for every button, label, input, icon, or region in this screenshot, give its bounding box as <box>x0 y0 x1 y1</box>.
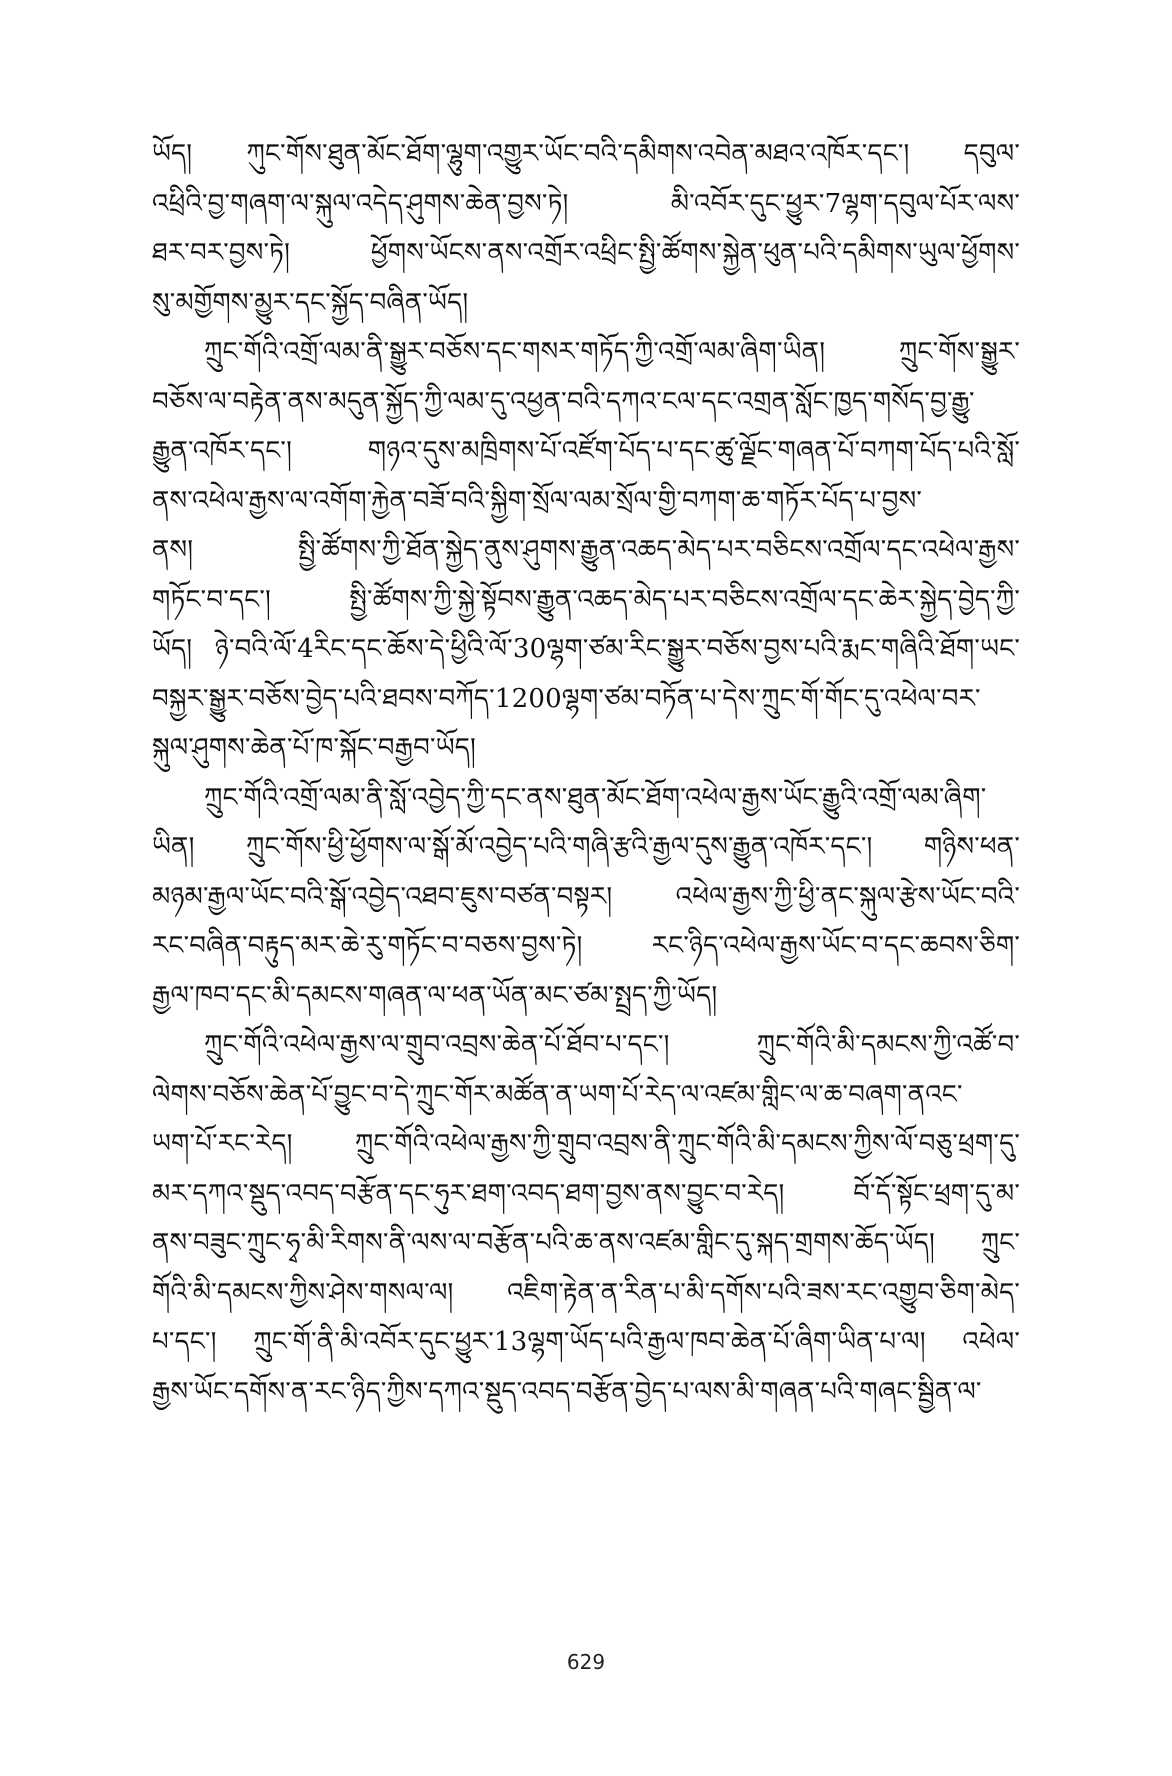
text-line: མཉམ་རྒྱལ་ཡོང་བའི་སྒོ་འབྱེད་འཐབ་ཇུས་བཙན་བསྟར། འཕེལ་རྒྱས་ཀྱི་ཕྱི་ནང་སྐུལ་རྩེས་ཡོང་བའི་ <box>152 881 1020 912</box>
text-line: ཡོད། ཀུང་གོས་ཐུན་མོང་ཐོག་ལྷུག་འགྱུར་ཡོང་བའི་དམིགས་འབེན་མཐའ་འཁོར་དང་། དབུལ་ <box>152 139 1020 169</box>
page-number: 629 <box>566 1650 606 1674</box>
text-line: ནས། སྤྱི་ཚོགས་ཀྱི་ཐོན་སྐྱེད་ནུས་ཤུགས་རྒྱུན་འཆད་མེད་པར་བཅིངས་འགྲོལ་དང་འཕེལ་རྒྱས་ <box>152 535 1020 565</box>
text-line: ཡོད། ཉེ་བའི་ལོ་4རིང་དང་ཆོས་དེ་ཕྱིའི་ལོ་30ལྷག་ཙམ་རིང་སྒྱུར་བཅོས་བྱས་པའི་རྨང་གཞིའི་ཐོག་ཡང་ <box>152 634 1020 664</box>
text-line: ལེགས་བཅོས་ཆེན་པོ་བྱུང་བ་དེ་ཀྲུང་གོར་མཚོན་ན་ཡག་པོ་རེད་ལ་འཛམ་གླིང་ལ་ཆ་བཞག་ནའང་ <box>152 1079 963 1110</box>
text-line: རང་བཞིན་བརྟུད་མར་ཆེ་རུ་གཏོང་བ་བཅས་བྱས་ཏེ། རང་ཉིད་འཕེལ་རྒྱས་ཡོང་བ་དང་ཆབས་ཅིག་ <box>152 931 1020 961</box>
text-line: པ་དང་། ཀྲུང་གོ་ནི་མི་འབོར་དུང་ཕྱུར་13ལྷག་ཡོད་པའི་རྒྱལ་ཁབ་ཆེན་པོ་ཞིག་ཡིན་པ་ལ། འཕེལ་ <box>152 1327 1020 1357</box>
text-line: ཀྲུང་གོའི་འགྲོ་ལམ་ནི་སྒྱུར་བཅོས་དང་གསར་གཏོད་ཀྱི་འགྲོ་ལམ་ཞིག་ཡིན། ཀྲུང་གོས་སྒྱུར་ <box>204 337 1020 367</box>
text-line: བསྐྱར་སྒྱུར་བཅོས་བྱེད་པའི་ཐབས་བཀོད་1200ལྷག་ཙམ་བཏོན་པ་དེས་ཀྲུང་གོ་གོང་དུ་འཕེལ་བར་ <box>152 683 981 714</box>
text-line: རྒྱུན་འཁོར་དང་། གཉའ་དུས་མཁྲིགས་པོ་འཛོག་པོད་པ་དང་ཚུ་ལྗོང་གཞན་པོ་བཀག་པོད་པའི་སློ་ <box>152 436 1020 466</box>
text-line: ཡིན། ཀྲུང་གོས་ཕྱི་ཕྱོགས་ལ་སྒོ་མོ་འབྱེད་པའི་གཞི་རྩའི་རྒྱལ་དུས་རྒྱུན་འཁོར་དང་། གཉིས་ཕན་ <box>152 832 1020 862</box>
text-line: སྐུལ་ཤུགས་ཆེན་པོ་ཁ་སྐོང་བརྒྱབ་ཡོད། <box>152 733 476 763</box>
text-line: སུ་མགྱོགས་མྱུར་དང་སྐྱོད་བཞིན་ཡོད། <box>152 287 469 318</box>
text-line: གོའི་མི་དམངས་ཀྱིས་ཤེས་གསལ་ལ། འཇིག་རྟེན་ན་རིན་པ་མི་དགོས་པའི་ཟས་རང་འགྱུབ་ཅིག་མེད་ <box>152 1277 1020 1308</box>
body-text <box>152 130 1020 1417</box>
text-line: ཀྲུང་གོའི་འགྲོ་ལམ་ནི་སློ་འབྱེད་ཀྱི་དང་ནས་ཐུན་མོང་ཐོག་འཕེལ་རྒྱས་ཡོང་རྒྱུའི་འགྲོ་ལམ་ཞིག་ <box>204 782 987 813</box>
text-line: ཀྲུང་གོའི་འཕེལ་རྒྱས་ལ་གྲུབ་འབྲས་ཆེན་པོ་ཐོབ་པ་དང་། ཀྲུང་གོའི་མི་དམངས་ཀྱི་འཚོ་བ་ <box>204 1030 1020 1060</box>
text-line: རྒྱལ་ཁབ་དང་མི་དམངས་གཞན་ལ་ཕན་ཡོན་མང་ཙམ་སྤྲད་ཀྱི་ཡོད། <box>152 980 718 1011</box>
text-line: ནས་བཟུང་ཀྲུང་ཧྭ་མི་རིགས་ནི་ལས་ལ་བརྩོན་པའི་ཆ་ནས་འཛམ་གླིང་དུ་སྐད་གྲགས་ཆོད་ཡོད། ཀྲུང་ <box>152 1228 1020 1258</box>
text-line: རྒྱས་ཡོང་དགོས་ན་རང་ཉིད་ཀྱིས་དཀའ་སྡུད་འབད་བརྩོན་བྱེད་པ་ལས་མི་གཞན་པའི་གཞང་སྦྱིན་ལ་ <box>152 1376 982 1407</box>
text-line: འཕྲིའི་བྱ་གཞག་ལ་སྐུལ་འདེད་ཤུགས་ཆེན་བྱས་ཏེ། མི་འབོར་དུང་ཕྱུར་7ལྷག་དབུལ་པོར་ལས་ <box>152 188 1020 219</box>
text-line: ཡག་པོ་རང་རེད། ཀྲུང་གོའི་འཕེལ་རྒྱས་ཀྱི་གྲུབ་འབྲས་ནི་ཀྲུང་གོའི་མི་དམངས་ཀྱིས་ལོ་བཅུ་ཕྲག་དུ་ <box>152 1129 1020 1159</box>
text-line: གཏོང་བ་དང་། སྤྱི་ཚོགས་ཀྱི་སྐྱེ་སྟོབས་རྒྱུན་འཆད་མེད་པར་བཅིངས་འགྲོལ་དང་ཆེར་སྐྱེད་བྱེད་ཀྱི་ <box>152 584 1020 615</box>
text-line: བཅོས་ལ་བརྟེན་ནས་མདུན་སྐྱོད་ཀྱི་ལམ་དུ་འཕྱན་བའི་དཀའ་ངལ་དང་འགྲན་སློང་ཁྱད་གསོད་བྱ་རྒྱུ་ <box>152 386 975 417</box>
text-line: ཐར་བར་བྱས་ཏེ། ཕྱོགས་ཡོངས་ནས་འགྲོར་འཕྲིང་སྤྱི་ཚོགས་སྐྱེན་ཕུན་པའི་དམིགས་ཡུལ་ཕྱོགས་ <box>152 238 1020 268</box>
text-line: ནས་འཕེལ་རྒྱས་ལ་འགོག་རྐྱེན་བཟོ་བའི་སྐྱིག་སྲོལ་ལམ་སྲོལ་གྱི་བཀག་ཆ་གཏོར་པོད་པ་བྱས་ <box>152 485 923 516</box>
text-line: མར་དཀའ་སྡུད་འབད་བརྩོན་དང་ཧུར་ཐག་འབད་ཐག་བྱས་ནས་བྱུང་བ་རེད། བོ་དོ་སྟོང་ཕྲག་དུ་མ་ <box>152 1178 1020 1209</box>
